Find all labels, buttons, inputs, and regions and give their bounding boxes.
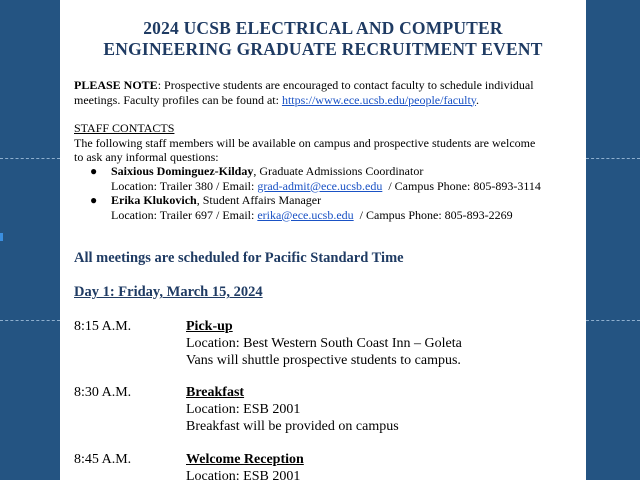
contact-name: Erika Klukovich [111, 193, 197, 207]
contact-email-link[interactable]: erika@ece.ucsb.edu [257, 207, 354, 222]
note-text-2: meetings. Faculty profiles can be found at: [74, 92, 282, 107]
schedule-detail: Location: ESB 2001 [186, 402, 301, 417]
note-paragraph [74, 78, 574, 107]
staff-intro-2: to ask any informal questions: [74, 150, 219, 164]
schedule-time: 8:30 A.M. [74, 385, 132, 400]
bullet-icon: ● [90, 193, 98, 207]
right-guide-line-bottom [586, 320, 640, 321]
schedule-detail: Location: ESB 2001 [186, 469, 301, 480]
bullet-icon: ● [90, 164, 98, 178]
staff-heading: STAFF CONTACTS [74, 121, 175, 135]
document-page [60, 0, 586, 480]
schedule-title: Breakfast [186, 385, 245, 400]
staff-section [74, 121, 574, 165]
edge-marker [0, 233, 3, 241]
day1-heading: Day 1: Friday, March 15, 2024 [74, 284, 263, 300]
contact-role: , Student Affairs Manager [196, 193, 322, 207]
schedule-detail: Location: Best Western South Coast Inn – Goleta [186, 336, 462, 351]
schedule-detail: Vans will shuttle prospective students to campus. [186, 353, 461, 368]
staff-intro-1: The following staff members will be available on campus and prospective students are welcome [74, 135, 536, 150]
timezone-heading: All meetings are scheduled for Pacific Standard Time [74, 250, 404, 266]
schedule-title: Pick-up [186, 319, 233, 334]
right-guide-line-top [586, 158, 640, 159]
schedule-title: Welcome Reception [186, 452, 304, 467]
left-guide-line-top [0, 158, 60, 159]
contact-location: Location: Trailer 697 / Email: [111, 207, 258, 222]
note-label: PLEASE NOTE [74, 78, 158, 92]
schedule-detail: Breakfast will be provided on campus [186, 419, 399, 434]
schedule-time: 8:45 A.M. [74, 452, 132, 467]
schedule-time: 8:15 A.M. [74, 319, 132, 334]
contact-email-link[interactable]: grad-admit@ece.ucsb.edu [257, 178, 383, 193]
title-line-2: ENGINEERING GRADUATE RECRUITMENT EVENT [103, 39, 543, 59]
contact-role: , Graduate Admissions Coordinator [253, 164, 424, 178]
title-line-1: 2024 UCSB ELECTRICAL AND COMPUTER [143, 18, 503, 38]
note-text-3: . [476, 92, 480, 107]
faculty-link[interactable]: https://www.ece.ucsb.edu/people/faculty [281, 92, 477, 107]
contact-phone: / Campus Phone: 805-893-2269 [353, 207, 513, 222]
contact-location: Location: Trailer 380 / Email: [111, 178, 258, 193]
left-guide-line-bottom [0, 320, 60, 321]
contact-name: Saixious Dominguez-Kilday [111, 164, 254, 178]
note-text-1: : Prospective students are encouraged to contact faculty to schedule individual [157, 78, 534, 92]
contact-phone: / Campus Phone: 805-893-3114 [382, 178, 541, 193]
